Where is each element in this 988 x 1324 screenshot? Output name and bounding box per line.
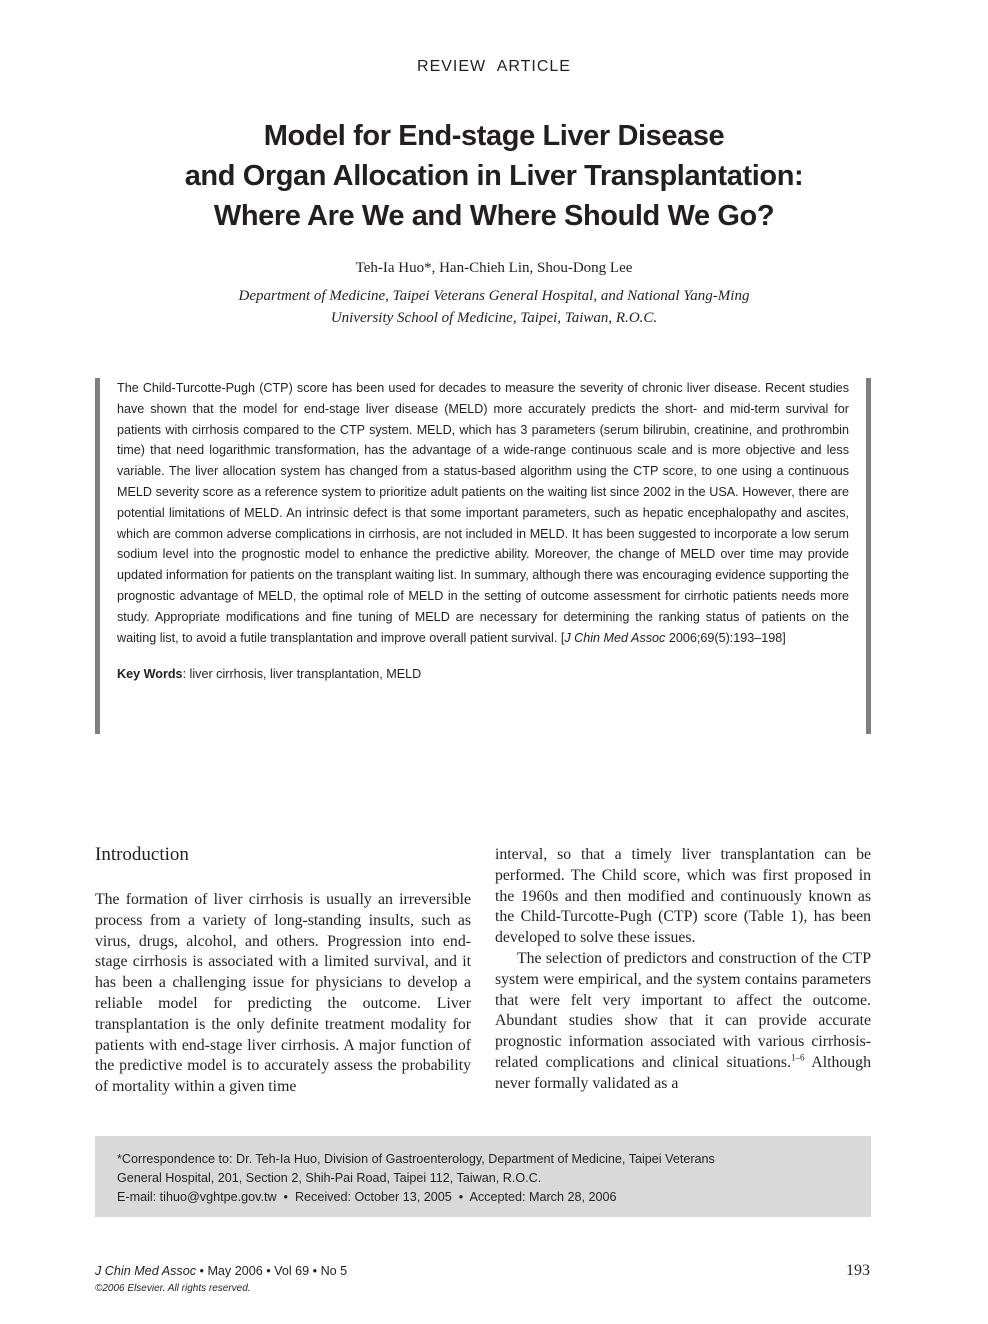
correspondence-line-2: General Hospital, 201, Section 2, Shih-Pai Road, Taipei 112, Taiwan, R.O.C.: [117, 1171, 542, 1185]
section-label: REVIEW ARTICLE: [417, 58, 571, 75]
keywords-label: Key Words: [117, 667, 183, 682]
affiliation-line-2: University School of Medicine, Taipei, Taiwan, R.O.C.: [330, 310, 658, 326]
keywords: [117, 667, 849, 681]
article-title: [100, 116, 888, 236]
citation: [561, 631, 786, 645]
footer-journal-name: J Chin Med Assoc: [95, 1264, 197, 1278]
authors: Teh-Ia Huo*, Han-Chieh Lin, Shou-Dong Lee: [355, 260, 633, 276]
keywords-list: : liver cirrhosis, liver transplantation, MELD: [182, 667, 422, 682]
citation-journal: J Chin Med Assoc: [564, 630, 666, 645]
correspondence-box: [95, 1136, 871, 1217]
paragraph-2-text: The selection of predictors and construction of the CTP system were empirical, and the system contains parameters that were felt very important to affect the outcome. Abundant studies show that it can provide accurate prognostic information associated with various cirrhosis-related complications and clinical situations.: [495, 949, 871, 1071]
abstract-box: [95, 378, 871, 734]
paragraph-2-end: Although never formally validated as a: [495, 1053, 871, 1092]
correspondence-line-3: E-mail: tihuo@vghtpe.gov.tw • Received: October 13, 2005 • Accepted: March 28, 2006: [117, 1190, 617, 1204]
title-line-3: Where Are We and Where Should We Go?: [213, 200, 775, 232]
title-line-1: Model for End-stage Liver Disease: [263, 120, 725, 152]
correspondence-line-1: *Correspondence to: Dr. Teh-Ia Huo, Division of Gastroenterology, Department of Medicine, Taipei Veterans: [117, 1152, 715, 1166]
intro-paragraph-2: [495, 949, 871, 1095]
introduction-heading: Introduction: [95, 844, 189, 865]
right-column: [495, 845, 871, 1095]
page-number: 193: [846, 1262, 870, 1279]
abstract-text: [117, 378, 849, 648]
affiliation: [150, 285, 838, 329]
affiliation-line-1: Department of Medicine, Taipei Veterans General Hospital, and National Yang-Ming: [238, 288, 750, 304]
intro-paragraph-1-continued: interval, so that a timely liver transplantation can be performed. The Child score, which was first proposed in the 1960s and then modified and continuously known as the Child-Turcotte-Pugh (CTP) score (Table 1), has been developed to solve these issues.: [495, 846, 871, 947]
citation-open: [: [560, 630, 565, 645]
citation-rest: 2006;69(5):193–198]: [665, 630, 786, 645]
abstract-body: The Child-Turcotte-Pugh (CTP) score has been used for decades to measure the severity of chronic liver disease. Recent studies have shown that the model for end-stage liver disease (MELD) more accurately predicts the short- and mid-term survival for patients with cirrhosis compared to the CTP system. MELD, which has 3 parameters (serum bilirubin, creatinine, and prothrombin time) that need logarithmic transformation, has the advantage of a wide-range continuous scale and is more objective and less variable. The liver allocation system has changed from a status-based algorithm using the CTP score, to one using a continuous MELD severity score as a reference system to prioritize adult patients on the waiting list since 2002 in the USA. However, there are potential limitations of MELD. An intrinsic defect is that some important parameters, such as hepatic encephalopathy and ascites, which are common adverse complications in cirrhosis, are not included in MELD. It has been suggested to incorporate a low serum sodium level into the prognostic model to enhance the predictive ability. Moreover, the change of MELD over time may provide updated information for patients on the transplant waiting list. In summary, although there was encouraging evidence supporting the prognostic advantage of MELD, the optimal role of MELD in the setting of outcome assessment for cirrhotic patients needs more study. Appropriate modifications and fine tuning of MELD are necessary for determining the ranking status of patients on the waiting list, to avoid a futile transplantation and improve overall patient survival.: [117, 381, 849, 645]
reference-superscript: 1–6: [791, 1052, 805, 1063]
footer-issue: • May 2006 • Vol 69 • No 5: [196, 1264, 348, 1278]
footer-journal: [95, 1264, 347, 1278]
left-column: [95, 842, 471, 1098]
title-line-2: and Organ Allocation in Liver Transplantation:: [184, 160, 804, 192]
footer-copyright: ©2006 Elsevier. All rights reserved.: [95, 1283, 251, 1294]
intro-paragraph-1: The formation of liver cirrhosis is usually an irreversible process from a variety of long-standing insults, such as virus, drugs, alcohol, and others. Progression into end-stage cirrhosis is associated with a limited survival, and it has been a challenging issue for physicians to develop a reliable model for predicting the outcome. Liver transplantation is the only definite treatment modality for patients with end-stage liver cirrhosis. A major function of the predictive model is to accurately assess the probability of mortality within a given time: [95, 891, 471, 1096]
